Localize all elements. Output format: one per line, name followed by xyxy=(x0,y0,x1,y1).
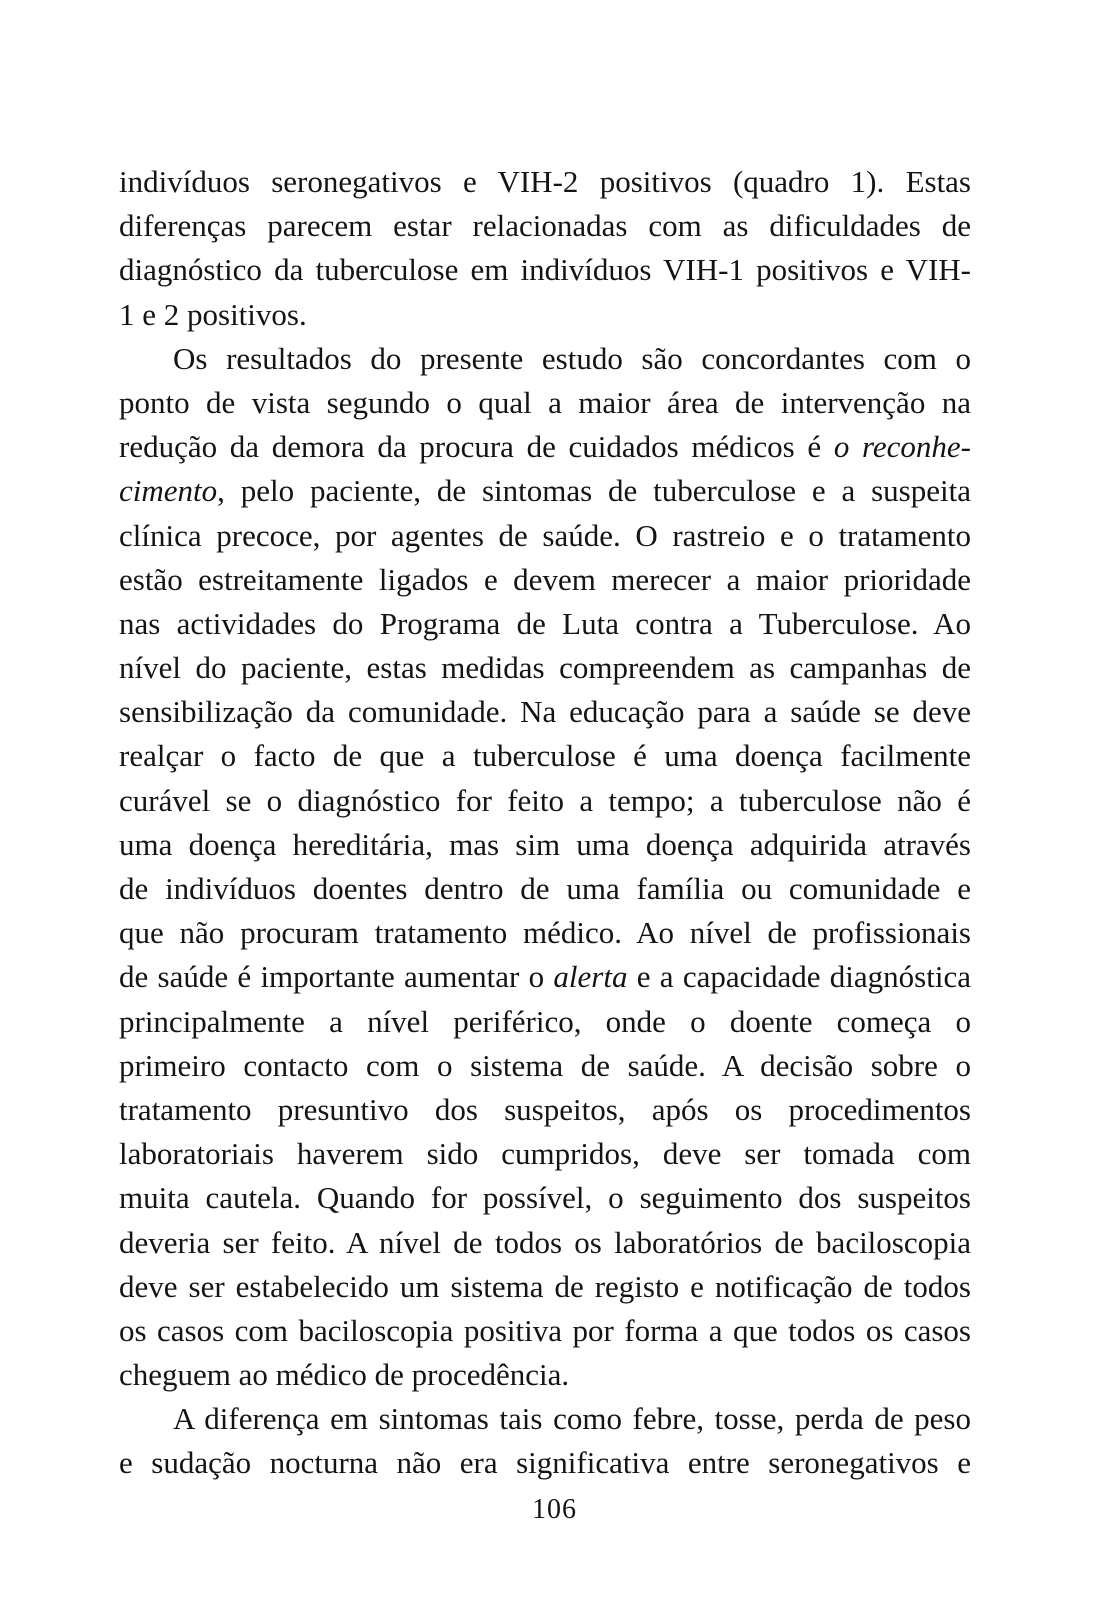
text-run: cheguem ao médico de procedência. xyxy=(119,1357,570,1393)
text-run: Os resultados do presente estudo são concordantes com o xyxy=(173,340,971,376)
text-run: ponto de vista segundo o qual a maior área de intervenção na xyxy=(119,384,971,420)
page-number: 106 xyxy=(532,1494,577,1525)
text-run: indivíduos seronegativos e VIH-2 positivos (quadro 1). Estas xyxy=(119,164,971,199)
text-run: muita cautela. Quando for possível, o seguimento dos suspeitos xyxy=(119,1180,971,1216)
text-run: nível do paciente, estas medidas compreendem as campanhas de xyxy=(119,650,971,686)
text-line xyxy=(119,1309,971,1353)
text-run: diferenças parecem estar relacionadas com as dificuldades de xyxy=(119,208,971,244)
text-line xyxy=(119,1088,971,1132)
text-line xyxy=(119,514,971,558)
text-line xyxy=(119,1265,971,1309)
text-run: e a capacidade diagnóstica xyxy=(627,959,971,995)
text-run: redução da demora da procura de cuidados médicos é xyxy=(119,429,834,465)
text-line xyxy=(119,911,971,955)
text-run: clínica precoce, por agentes de saúde. O rastreio e o tratamento xyxy=(119,517,971,553)
text-line xyxy=(119,381,971,425)
text-line xyxy=(119,1441,971,1485)
text-run: uma doença hereditária, mas sim uma doença adquirida através xyxy=(119,826,971,862)
text-run: 1 e 2 positivos. xyxy=(119,296,307,332)
text-line xyxy=(119,204,971,248)
text-run: laboratoriais haverem sido cumpridos, deve ser tomada com xyxy=(119,1136,971,1172)
text-line xyxy=(119,293,971,337)
text-line xyxy=(119,160,971,204)
text-line xyxy=(119,779,971,823)
text-run: primeiro contacto com o sistema de saúde. A decisão sobre o xyxy=(119,1047,971,1083)
text-run: diagnóstico da tuberculose em indivíduos VIH-1 positivos e VIH- xyxy=(119,252,971,288)
text-run: que não procuram tratamento médico. Ao nível de profissionais xyxy=(119,915,971,951)
text-run: , pelo paciente, de sintomas de tuberculose e a suspeita xyxy=(217,473,971,509)
text-line xyxy=(119,1044,971,1088)
text-run: deveria ser feito. A nível de todos os laboratórios de baciloscopia xyxy=(119,1224,971,1260)
emphasis-text: cimento xyxy=(119,473,218,509)
text-line xyxy=(119,558,971,602)
text-run: de indivíduos doentes dentro de uma família ou comunidade e xyxy=(119,871,971,906)
text-line xyxy=(119,690,971,734)
text-run: A diferença em sintomas tais como febre, tosse, perda de peso xyxy=(173,1401,971,1437)
text-run: estão estreitamente ligados e devem merecer a maior prioridade xyxy=(119,561,971,597)
text-line xyxy=(119,823,971,867)
text-run: principalmente a nível periférico, onde o doente começa o xyxy=(119,1003,971,1039)
text-run: nas actividades do Programa de Luta contra a Tuberculose. Ao xyxy=(119,605,971,641)
text-line xyxy=(119,867,971,911)
text-run: curável se o diagnóstico for feito a tempo; a tuberculose não é xyxy=(119,782,971,818)
text-line xyxy=(119,469,971,513)
text-line xyxy=(119,425,971,469)
text-line xyxy=(119,1221,971,1265)
text-line xyxy=(119,1176,971,1220)
text-run: de saúde é importante aumentar o xyxy=(119,959,554,995)
text-run: os casos com baciloscopia positiva por forma a que todos os casos xyxy=(119,1312,971,1348)
text-run: sensibilização da comunidade. Na educação para a saúde se deve xyxy=(119,694,971,730)
text-run: e sudação nocturna não era significativa entre seronegativos e xyxy=(119,1445,971,1481)
body-text xyxy=(119,160,971,1486)
text-line xyxy=(119,955,971,999)
text-run: realçar o facto de que a tuberculose é uma doença facilmente xyxy=(119,738,971,774)
text-line xyxy=(119,602,971,646)
text-line xyxy=(119,734,971,778)
emphasis-text: alerta xyxy=(553,959,628,995)
emphasis-text: o reconhe- xyxy=(833,429,971,465)
text-line xyxy=(119,1353,971,1397)
text-line xyxy=(119,248,971,292)
text-line xyxy=(119,1132,971,1176)
text-line xyxy=(119,646,971,690)
text-run: deve ser estabelecido um sistema de registo e notificação de todos xyxy=(119,1268,971,1304)
text-line xyxy=(119,1000,971,1044)
text-line xyxy=(119,1397,971,1441)
text-run: tratamento presuntivo dos suspeitos, após os procedimentos xyxy=(119,1091,971,1127)
text-line xyxy=(119,337,971,381)
